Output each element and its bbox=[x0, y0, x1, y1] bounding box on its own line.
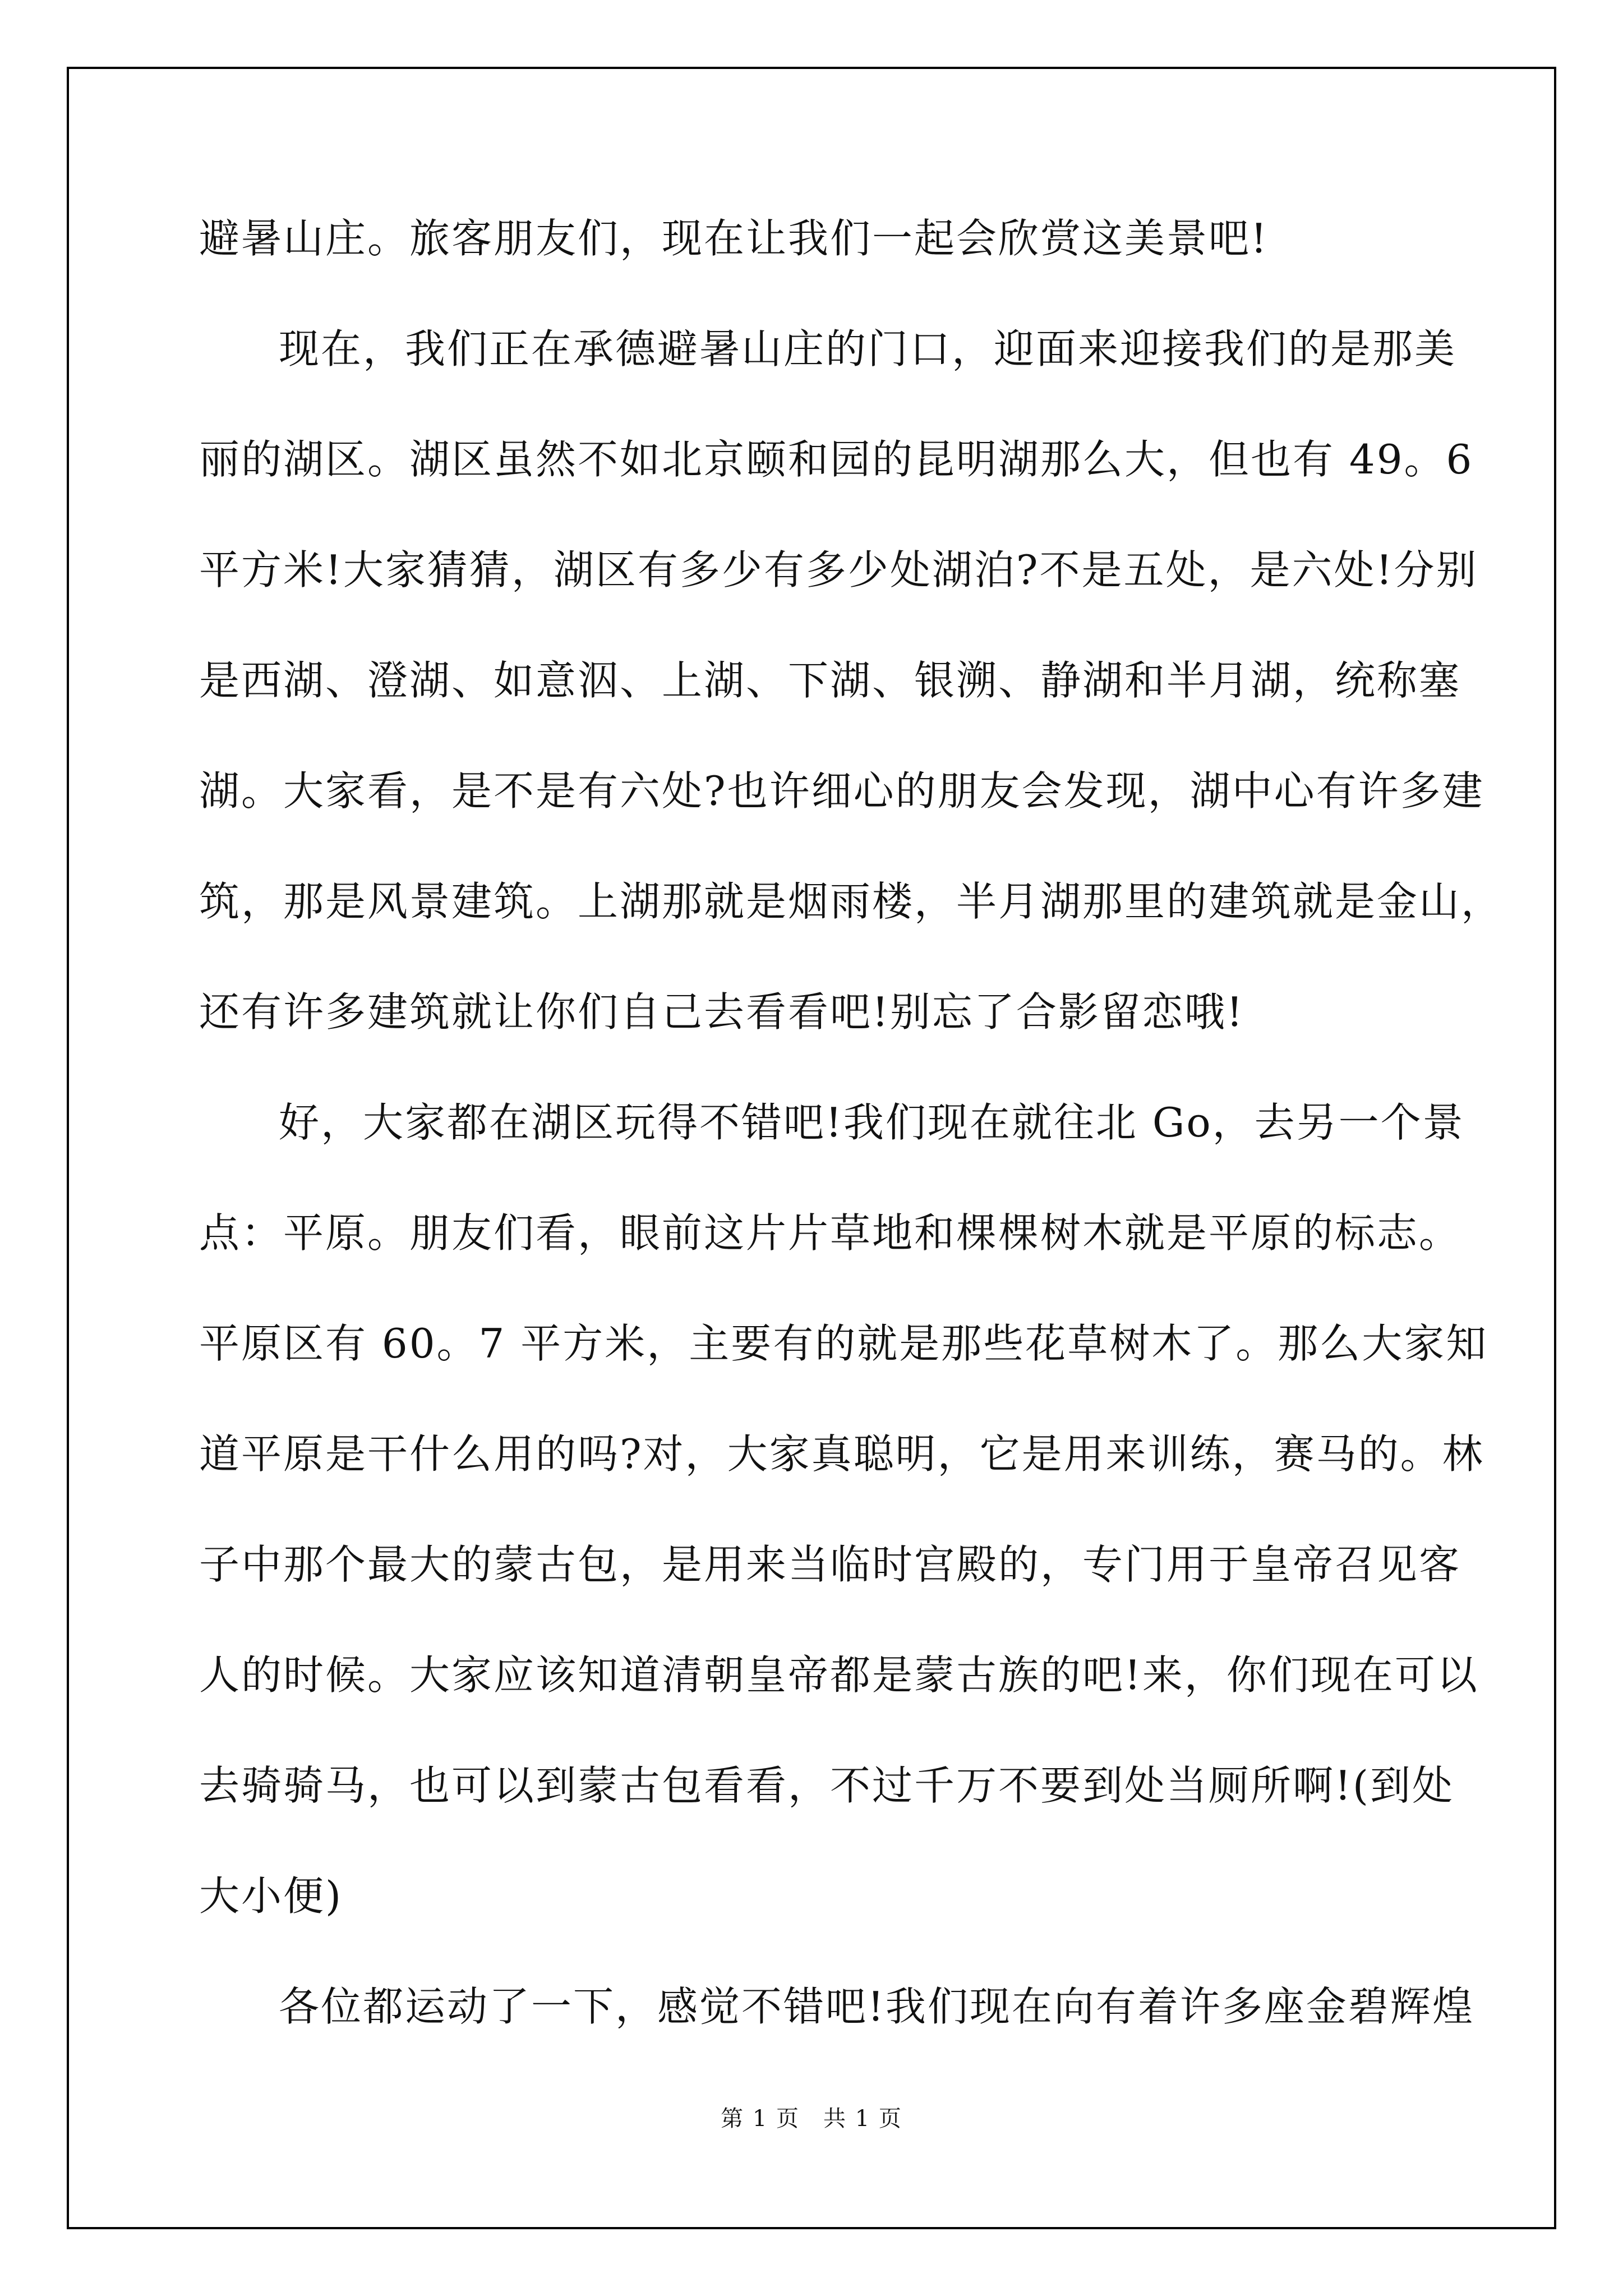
text-line: 平原区有 60。7 平方米，主要有的就是那些花草树木了。那么大家知 bbox=[199, 1320, 1488, 1367]
text-line: 丽的湖区。湖区虽然不如北京颐和园的昆明湖那么大，但也有 49。6 bbox=[199, 436, 1474, 483]
text-line: 避暑山庄。旅客朋友们，现在让我们一起会欣赏这美景吧! bbox=[199, 215, 1269, 262]
text-line: 好，大家都在湖区玩得不错吧!我们现在就往北 Go，去另一个景 bbox=[279, 1099, 1465, 1146]
page-number-footer: 第 1 页 共 1 页 bbox=[721, 2106, 902, 2132]
document-body bbox=[199, 208, 1504, 2086]
text-line: 是西湖、澄湖、如意泅、上湖、下湖、银溯、静湖和半月湖，统称塞 bbox=[199, 657, 1461, 704]
text-line: 大小便) bbox=[199, 1872, 343, 1920]
text-line: 还有许多建筑就让你们自己去看看吧!别忘了合影留恋哦! bbox=[199, 988, 1244, 1036]
text-line: 筑，那是风景建筑。上湖那就是烟雨楼，半月湖那里的建筑就是金山， bbox=[199, 878, 1504, 925]
text-line: 道平原是干什么用的吗?对，大家真聪明，它是用来训练，赛马的。林 bbox=[199, 1430, 1484, 1478]
text-line: 人的时候。大家应该知道清朝皇帝都是蒙古族的吧!来，你们现在可以 bbox=[199, 1651, 1479, 1699]
text-line: 平方米!大家猜猜，湖区有多少有多少处湖泊?不是五处，是六处!分别 bbox=[199, 546, 1478, 593]
text-line: 去骑骑马，也可以到蒙古包看看，不过千万不要到处当厕所啊!(到处 bbox=[199, 1762, 1455, 1809]
text-line: 现在，我们正在承德避暑山庄的门口，迎面来迎接我们的是那美 bbox=[279, 325, 1457, 372]
text-line: 各位都运动了一下，感觉不错吧!我们现在向有着许多座金碧辉煌 bbox=[279, 1983, 1474, 2030]
text-line: 点：平原。朋友们看，眼前这片片草地和棵棵树木就是平原的标志。 bbox=[199, 1209, 1461, 1257]
text-line: 湖。大家看，是不是有六处?也许细心的朋友会发现，湖中心有许多建 bbox=[199, 767, 1484, 815]
text-line: 子中那个最大的蒙古包，是用来当临时宫殿的，专门用于皇帝召见客 bbox=[199, 1541, 1461, 1588]
